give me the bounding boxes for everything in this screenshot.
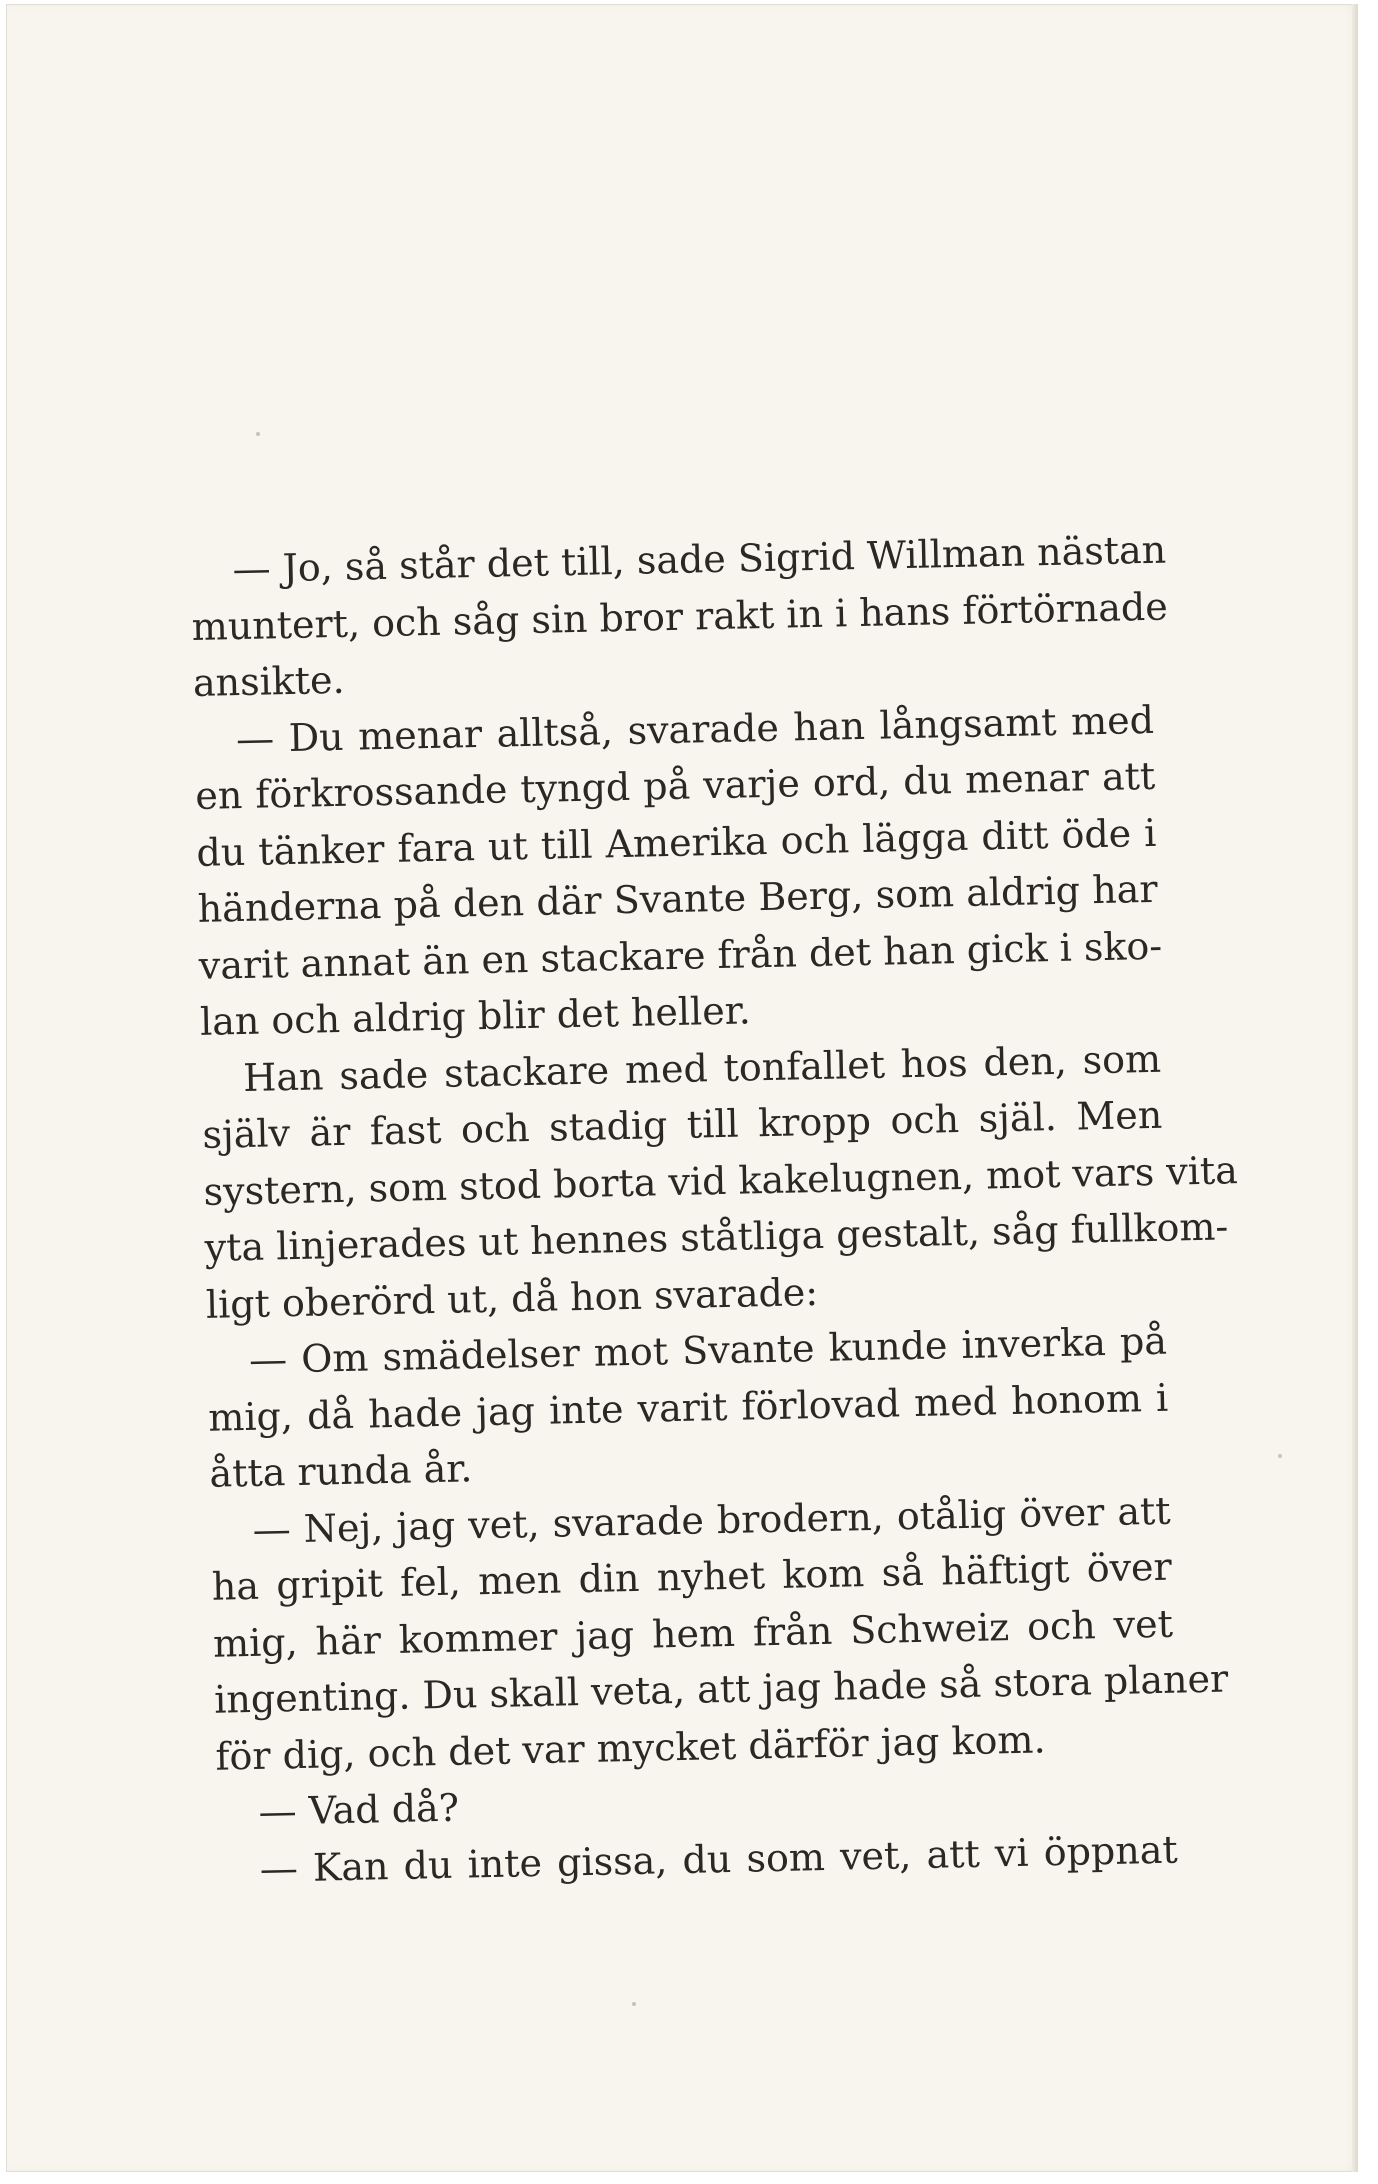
text-line: — Jo, så står det till, sade Sigrid Willman nästan [232,527,1167,592]
text-line: mig, då hade jag inte varit förlovad med honom i [207,1375,1169,1440]
text-line: du tänker fara ut till Amerika och lägga ditt öde i [196,810,1157,875]
text-line: lan och aldrig blir det heller. [199,988,752,1044]
text-line: Han sade stackare med tonfallet hos den, som [242,1036,1162,1100]
body-text [190,522,1239,1898]
text-line: — Nej, jag vet, svarade brodern, otålig över att [252,1488,1171,1552]
book-page [6,4,1358,2172]
text-line: en förkrossande tyngd på varje ord, du menar att [194,753,1156,818]
text-line: — Kan du inte gissa, du som vet, att vi öppnat [259,1827,1179,1891]
text-line: åtta runda år. [209,1446,473,1496]
text-line: mig, här kommer jag hem från Schweiz och vet [212,1601,1174,1666]
paper-speck [632,2002,636,2006]
text-line: — Om smädelser mot Svante kunde inverka på [248,1318,1168,1382]
text-line: yta linjerades ut hennes ståtliga gestalt, såg fullkom- [204,1204,1229,1270]
text-line: ingenting. Du skall veta, att jag hade så stora planer [213,1656,1229,1722]
text-line: — Vad då? [258,1785,460,1834]
text-line: själv är fast och stadig till kropp och själ. Men [201,1092,1163,1157]
paper-speck [1278,1454,1282,1458]
text-line: ligt oberörd ut, då hon svarade: [205,1269,819,1327]
text-line: ha gripit fel, men din nyhet kom så häftigt över [211,1544,1173,1609]
text-line: — Du menar alltså, svarade han långsamt med [235,697,1155,761]
text-line: systern, som stod borta vid kakelugnen, mot vars vita [203,1147,1239,1214]
text-line: ansikte. [192,657,346,705]
text-line: muntert, och såg sin bror rakt in i hans förtörnade [191,584,1169,649]
text-line: varit annat än en stackare från det han gick i sko- [198,923,1163,988]
text-line: händerna på den där Svante Berg, som aldrig har [197,866,1158,931]
page-edge [1352,4,1358,2172]
text-line: för dig, och det var mycket därför jag kom. [214,1716,1046,1779]
paper-speck [256,432,260,436]
